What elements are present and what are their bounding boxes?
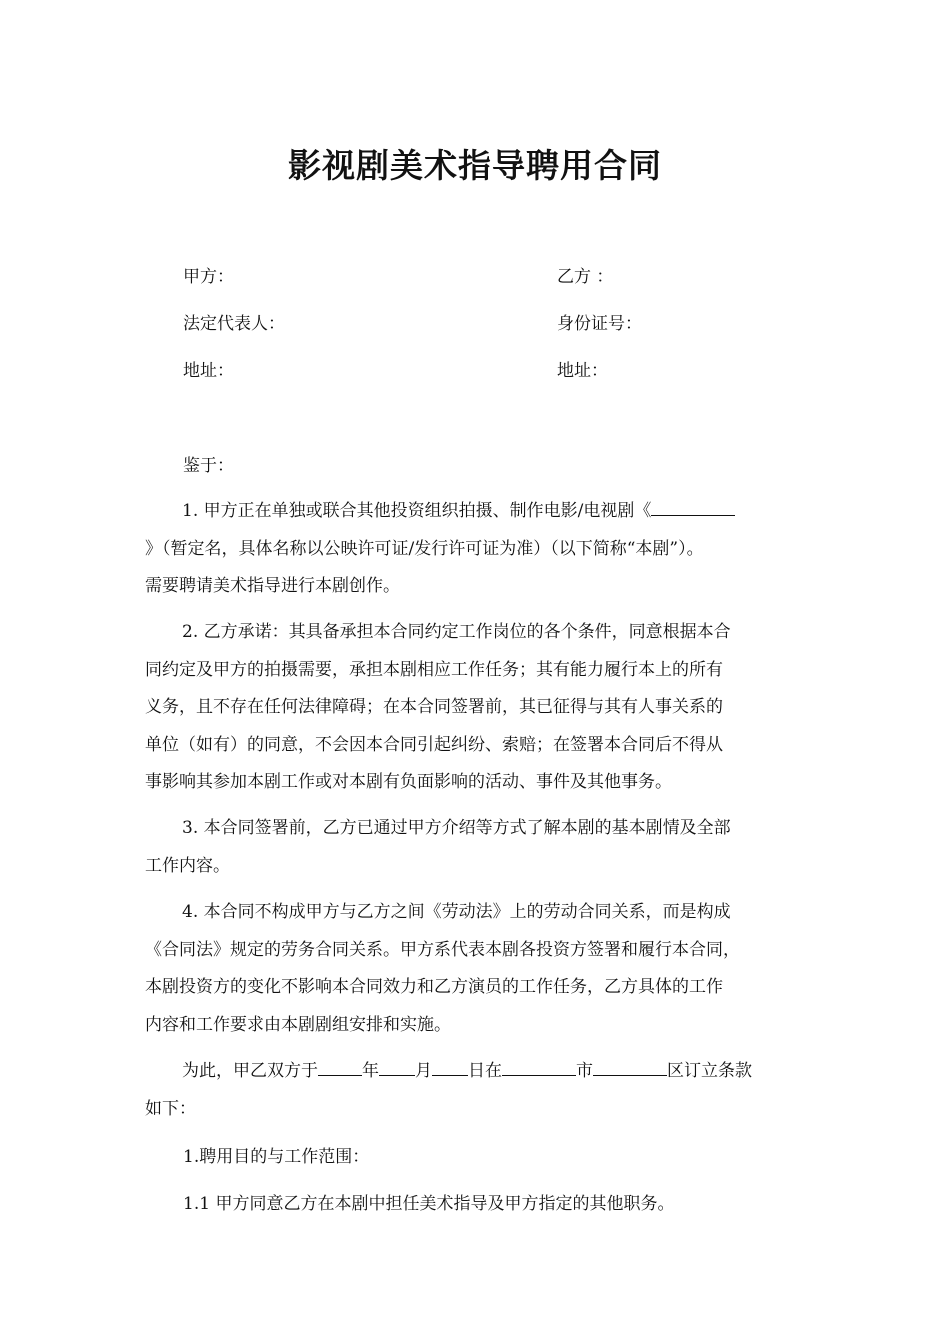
city-label: 市 (576, 1061, 593, 1081)
whereas-clause-1 (145, 493, 810, 606)
drama-title-blank (651, 497, 735, 516)
party-a-label: 甲方： (183, 267, 234, 287)
whereas-label: 鉴于： (183, 456, 234, 476)
day-blank (432, 1057, 468, 1076)
clause-2-line-1: 2. 乙方承诺：其具备承担本合同约定工作岗位的各个条件，同意根据本合 (182, 622, 731, 642)
agreement-text-lead: 为此，甲乙双方于 (182, 1061, 318, 1081)
month-label: 月 (415, 1061, 432, 1081)
whereas-clause-3 (145, 810, 810, 885)
whereas-clause-4 (145, 894, 810, 1044)
day-label: 日在 (468, 1061, 502, 1081)
clause-1-line-2: 》（暂定名，具体名称以公映许可证/发行许可证为准）（以下简称“本剧”）。 (145, 538, 704, 559)
document-title: 影视剧美术指导聘用合同 (288, 146, 662, 185)
district-blank (593, 1057, 667, 1076)
month-blank (379, 1057, 415, 1076)
year-blank (318, 1057, 362, 1076)
clause-3-line-1: 3. 本合同签署前，乙方已通过甲方介绍等方式了解本剧的基本剧情及全部 (182, 818, 731, 838)
section-1-heading: 1.聘用目的与工作范围： (183, 1147, 370, 1167)
clause-4-line-4: 内容和工作要求由本剧剧组安排和实施。 (145, 1014, 451, 1035)
clause-4-line-2: 《合同法》规定的劳务合同关系。甲方系代表本剧各投资方签署和履行本合同， (145, 939, 740, 960)
section-1-1: 1.1 甲方同意乙方在本剧中担任美术指导及甲方指定的其他职务。 (183, 1194, 675, 1214)
clause-2-line-2: 同约定及甲方的拍摄需要，承担本剧相应工作任务；其有能力履行本上的所有 (145, 659, 723, 680)
whereas-clause-2 (145, 614, 810, 802)
clause-4-line-3: 本剧投资方的变化不影响本合同效力和乙方演员的工作任务，乙方具体的工作 (145, 977, 723, 997)
agreement-clause (145, 1053, 810, 1128)
party-a-address-label: 地址： (183, 361, 234, 381)
party-b-address-label: 地址： (557, 361, 608, 381)
clause-2-line-4: 单位（如有）的同意，不会因本合同引起纠纷、索赔；在签署本合同后不得从 (145, 734, 723, 755)
district-label: 区订立条款 (667, 1061, 752, 1081)
clause-1-line-1: 1. 甲方正在单独或联合其他投资组织拍摄、制作电影/电视剧《 (182, 501, 652, 521)
party-b-label: 乙方 ： (557, 267, 614, 287)
clause-2-line-3: 义务，且不存在任何法律障碍；在本合同签署前，其已征得与其有人事关系的 (145, 697, 723, 717)
year-label: 年 (362, 1061, 379, 1081)
city-blank (502, 1057, 576, 1076)
clause-1-line-3: 需要聘请美术指导进行本剧创作。 (145, 576, 400, 596)
clause-3-line-2: 工作内容。 (145, 855, 230, 876)
agreement-line-2: 如下： (145, 1098, 196, 1119)
clause-2-line-5: 事影响其参加本剧工作或对本剧有负面影响的活动、事件及其他事务。 (145, 772, 672, 792)
legal-representative-label: 法定代表人： (183, 314, 285, 334)
id-number-label: 身份证号： (557, 314, 642, 334)
clause-4-line-1: 4. 本合同不构成甲方与乙方之间《劳动法》上的劳动合同关系，而是构成 (182, 902, 731, 922)
